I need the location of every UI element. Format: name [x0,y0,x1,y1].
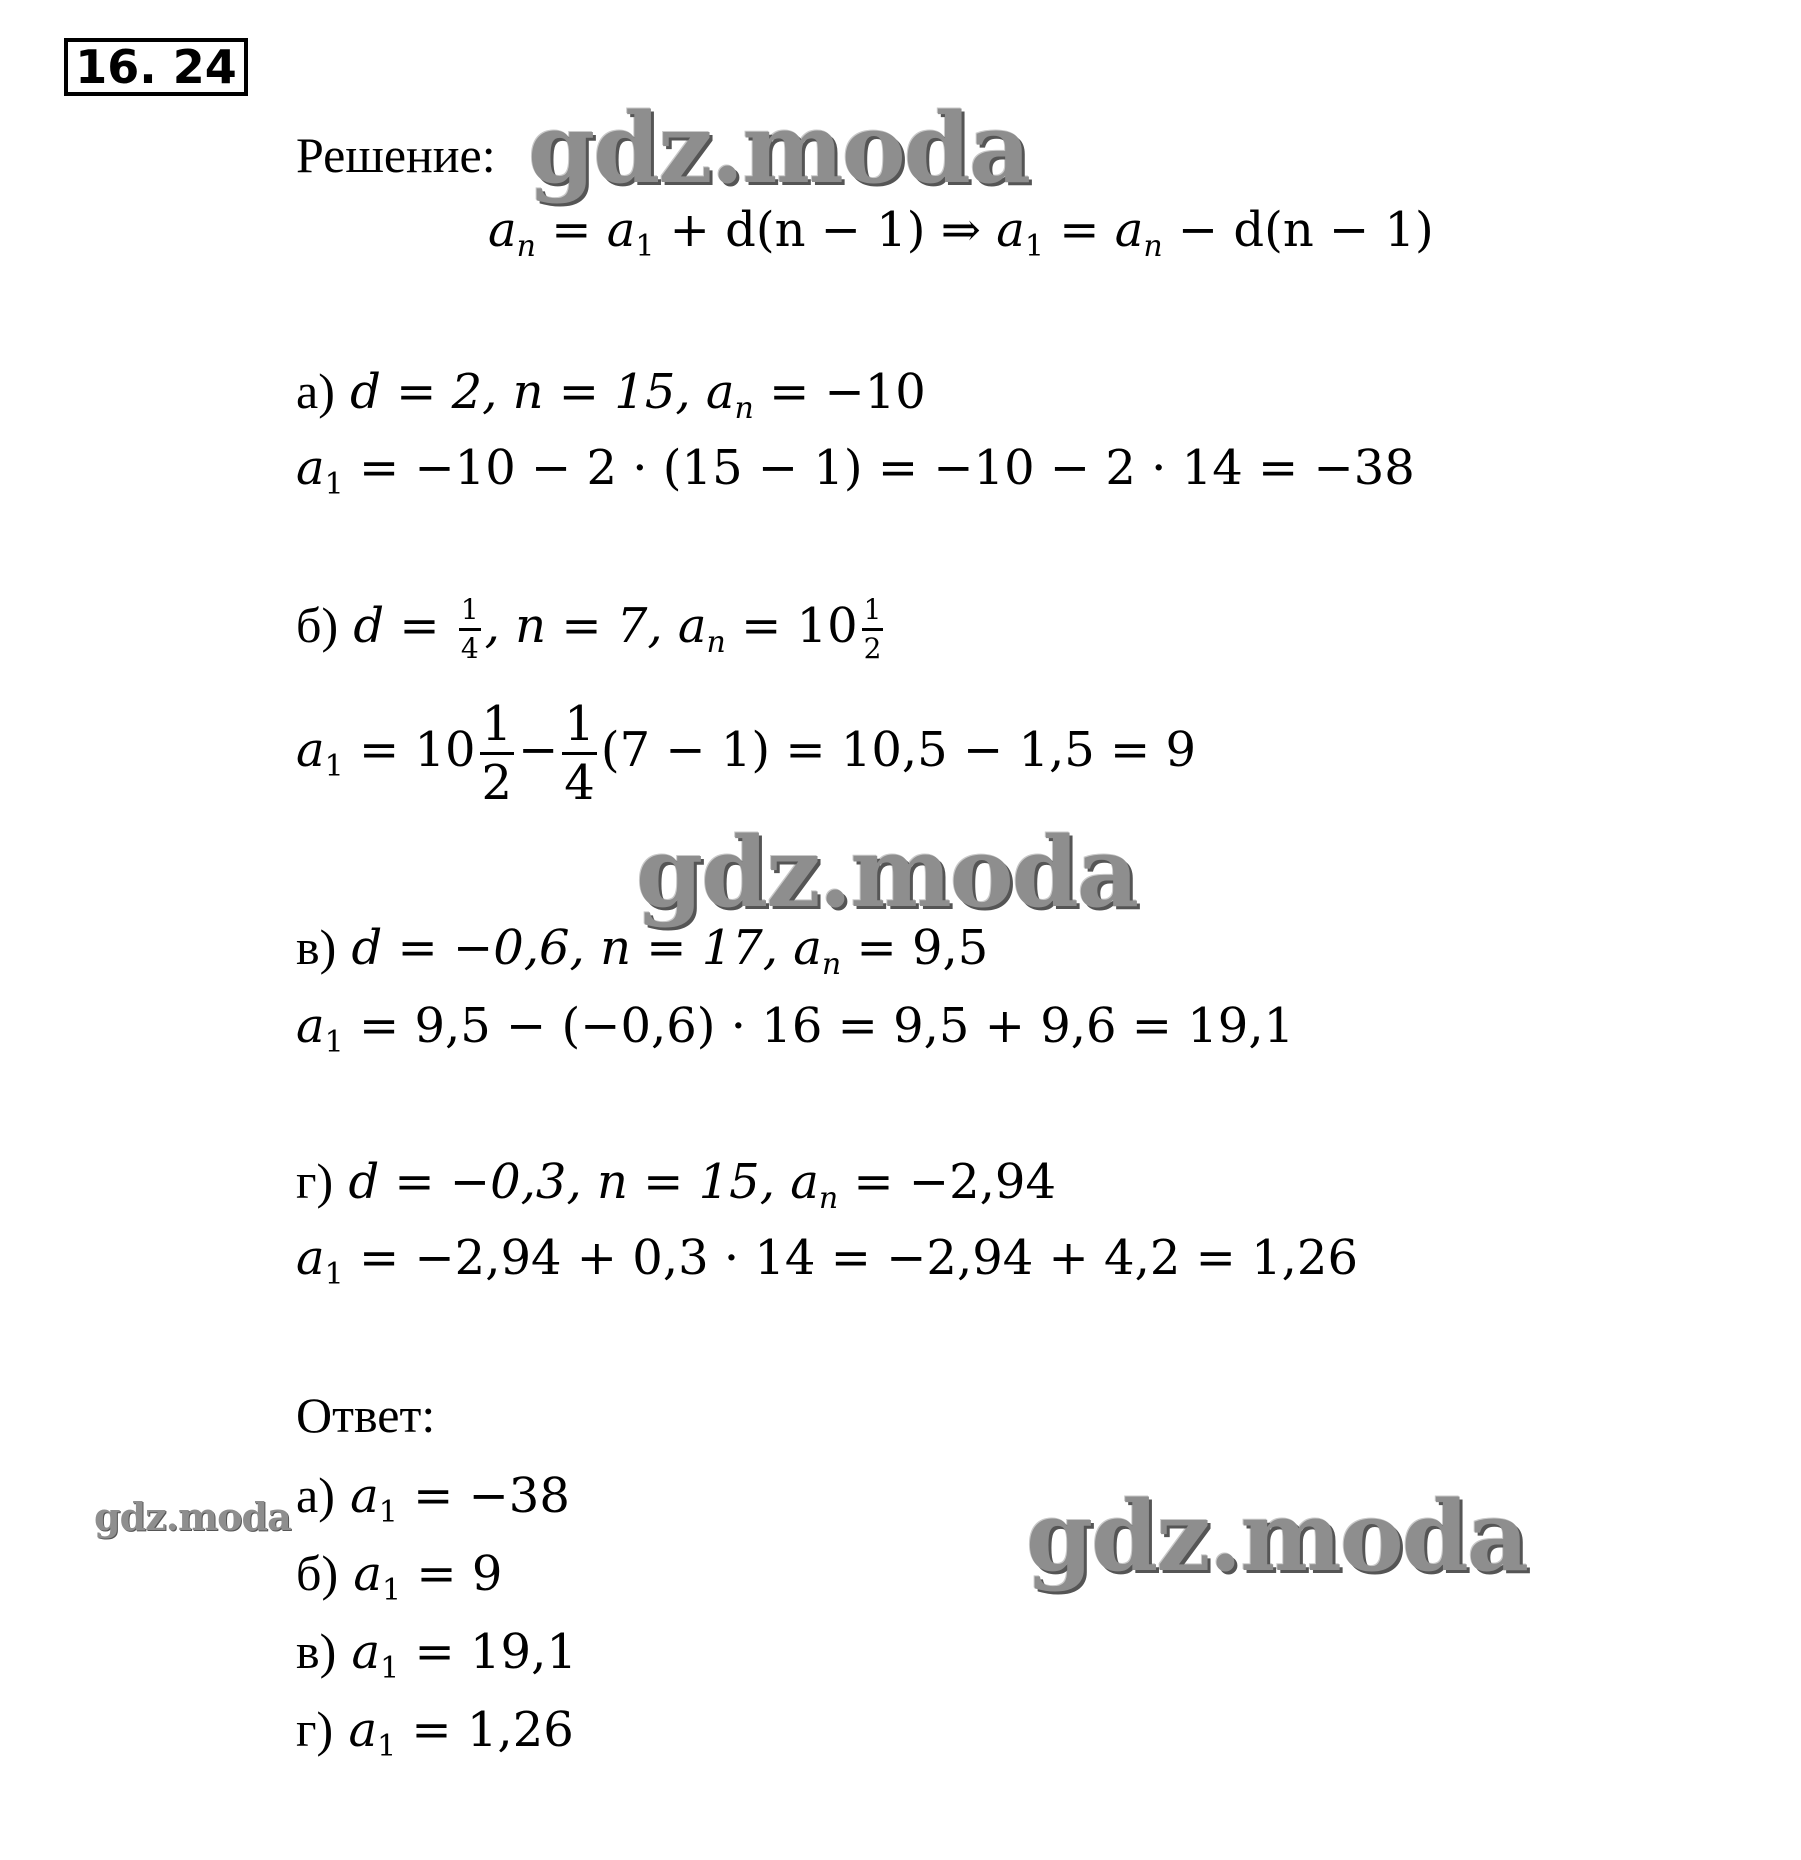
formula-minus-d: − d(n − 1) [1162,202,1434,258]
part-b-sol-f1-den: 2 [481,755,513,811]
part-g-given [296,1152,1056,1216]
answer-v-var: a [351,1624,381,1680]
part-g-sol-sub: 1 [324,1257,344,1292]
part-v-sol-text: = 9,5 − (−0,6) · 16 = 9,5 + 9,6 = 19,1 [343,998,1295,1054]
answer-g-var: a [348,1702,378,1758]
answer-v-sub: 1 [380,1651,400,1686]
part-b-sol-f2-num: 1 [562,700,597,755]
part-b-an-den: 2 [863,632,882,665]
part-g-sol-text: = −2,94 + 0,3 · 14 = −2,94 + 4,2 = 1,26 [343,1230,1358,1286]
part-g-given-sub: n [818,1181,839,1216]
part-b-sol-sub: 1 [324,749,344,784]
part-v-given-text: d = −0,6, n = 17, a [351,920,822,976]
part-v-sol-sub: 1 [324,1025,344,1060]
formula-plus-d: + d(n − 1) ⇒ [654,202,997,258]
part-b-sol-f2-den: 4 [564,755,595,811]
part-v-given-tail: = 9,5 [841,920,989,976]
answer-a-sub: 1 [378,1495,398,1530]
watermark-logo-1: gdz.moda [528,92,1030,205]
solution-label: Решение: [296,127,496,183]
formula-a1b: a [996,202,1025,258]
formula-a1b-sub: 1 [1024,229,1044,264]
part-b-an-fraction [862,593,884,665]
part-b-sol-fraction-1 [480,696,515,811]
part-g-solution [296,1230,1358,1292]
formula-an: a [488,202,517,258]
part-g-label: г) [296,1153,334,1209]
answer-b-value: = 9 [401,1546,503,1602]
formula-eq1: = [535,202,607,258]
part-a-sol-text: = −10 − 2 · (15 − 1) = −10 − 2 · 14 = −38 [343,440,1415,496]
part-b-given-d: d = [353,598,455,654]
formula-an-sub: n [516,229,536,264]
watermark-logo-3: gdz.moda [1026,1480,1528,1593]
answer-g-value: = 1,26 [396,1702,574,1758]
part-b-given [296,593,887,665]
answer-a-var: a [350,1468,379,1524]
part-v-label: в) [296,919,337,975]
answer-b [296,1544,503,1608]
part-g-sol-var: a [296,1230,325,1286]
part-b-given-eq: = 10 [725,598,858,654]
part-a-given-text: d = 2, n = 15, a [350,364,735,420]
part-v-solution [296,998,1295,1060]
part-b-d-fraction [459,593,481,665]
answer-b-var: a [353,1546,382,1602]
part-a-label: а) [296,363,335,419]
problem-number: 16. 24 [64,38,248,96]
part-b-sol-fraction-2 [562,696,597,811]
formula-eq2: = [1043,202,1115,258]
formula-a1-sub: 1 [635,229,655,264]
part-b-d-den: 4 [460,632,479,665]
part-a-sol-var: a [296,440,325,496]
part-b-an-num: 1 [862,596,884,631]
part-b-sol-tail: (7 − 1) = 10,5 − 1,5 = 9 [600,722,1197,778]
answer-a-value: = −38 [397,1468,570,1524]
answer-v-label: в) [296,1623,337,1679]
watermark-logo-2: gdz.moda [636,816,1138,929]
answer-b-sub: 1 [381,1573,402,1608]
answer-v-value: = 19,1 [399,1624,577,1680]
part-b-sol-var: a [296,722,325,778]
answer-v [296,1622,577,1686]
part-v-sol-var: a [296,998,325,1054]
part-b-label: б) [296,597,339,653]
part-a-given [296,362,926,426]
answer-g-label: г) [296,1701,334,1757]
part-a-given-tail: = −10 [753,364,926,420]
part-b-sol-f1-num: 1 [480,700,515,755]
part-b-given-mid: , n = 7, a [484,598,707,654]
part-a-solution [296,440,1415,502]
formula-an2: a [1114,202,1144,258]
watermark-logo-small: gdz.moda [94,1494,291,1539]
part-v-given-sub: n [821,947,842,982]
part-b-solution [296,696,1197,811]
part-b-sol-minus: − [518,722,559,778]
part-v-given [296,918,989,982]
part-g-given-tail: = −2,94 [838,1154,1056,1210]
part-a-given-sub: n [734,391,754,426]
answer-a [296,1466,570,1530]
part-g-given-text: d = −0,3, n = 15, a [348,1154,819,1210]
general-formula [488,202,1434,264]
answer-label: Ответ: [296,1387,436,1443]
formula-an2-sub: n [1143,229,1163,264]
part-a-sol-sub: 1 [324,467,344,502]
answer-a-label: а) [296,1467,335,1523]
part-b-sol-eq: = 10 [343,722,476,778]
answer-b-label: б) [296,1545,339,1601]
answer-g-sub: 1 [377,1729,397,1764]
part-b-d-num: 1 [459,596,481,631]
part-b-given-sub: n [706,625,726,660]
formula-a1: a [606,202,636,258]
answer-g [296,1700,574,1764]
